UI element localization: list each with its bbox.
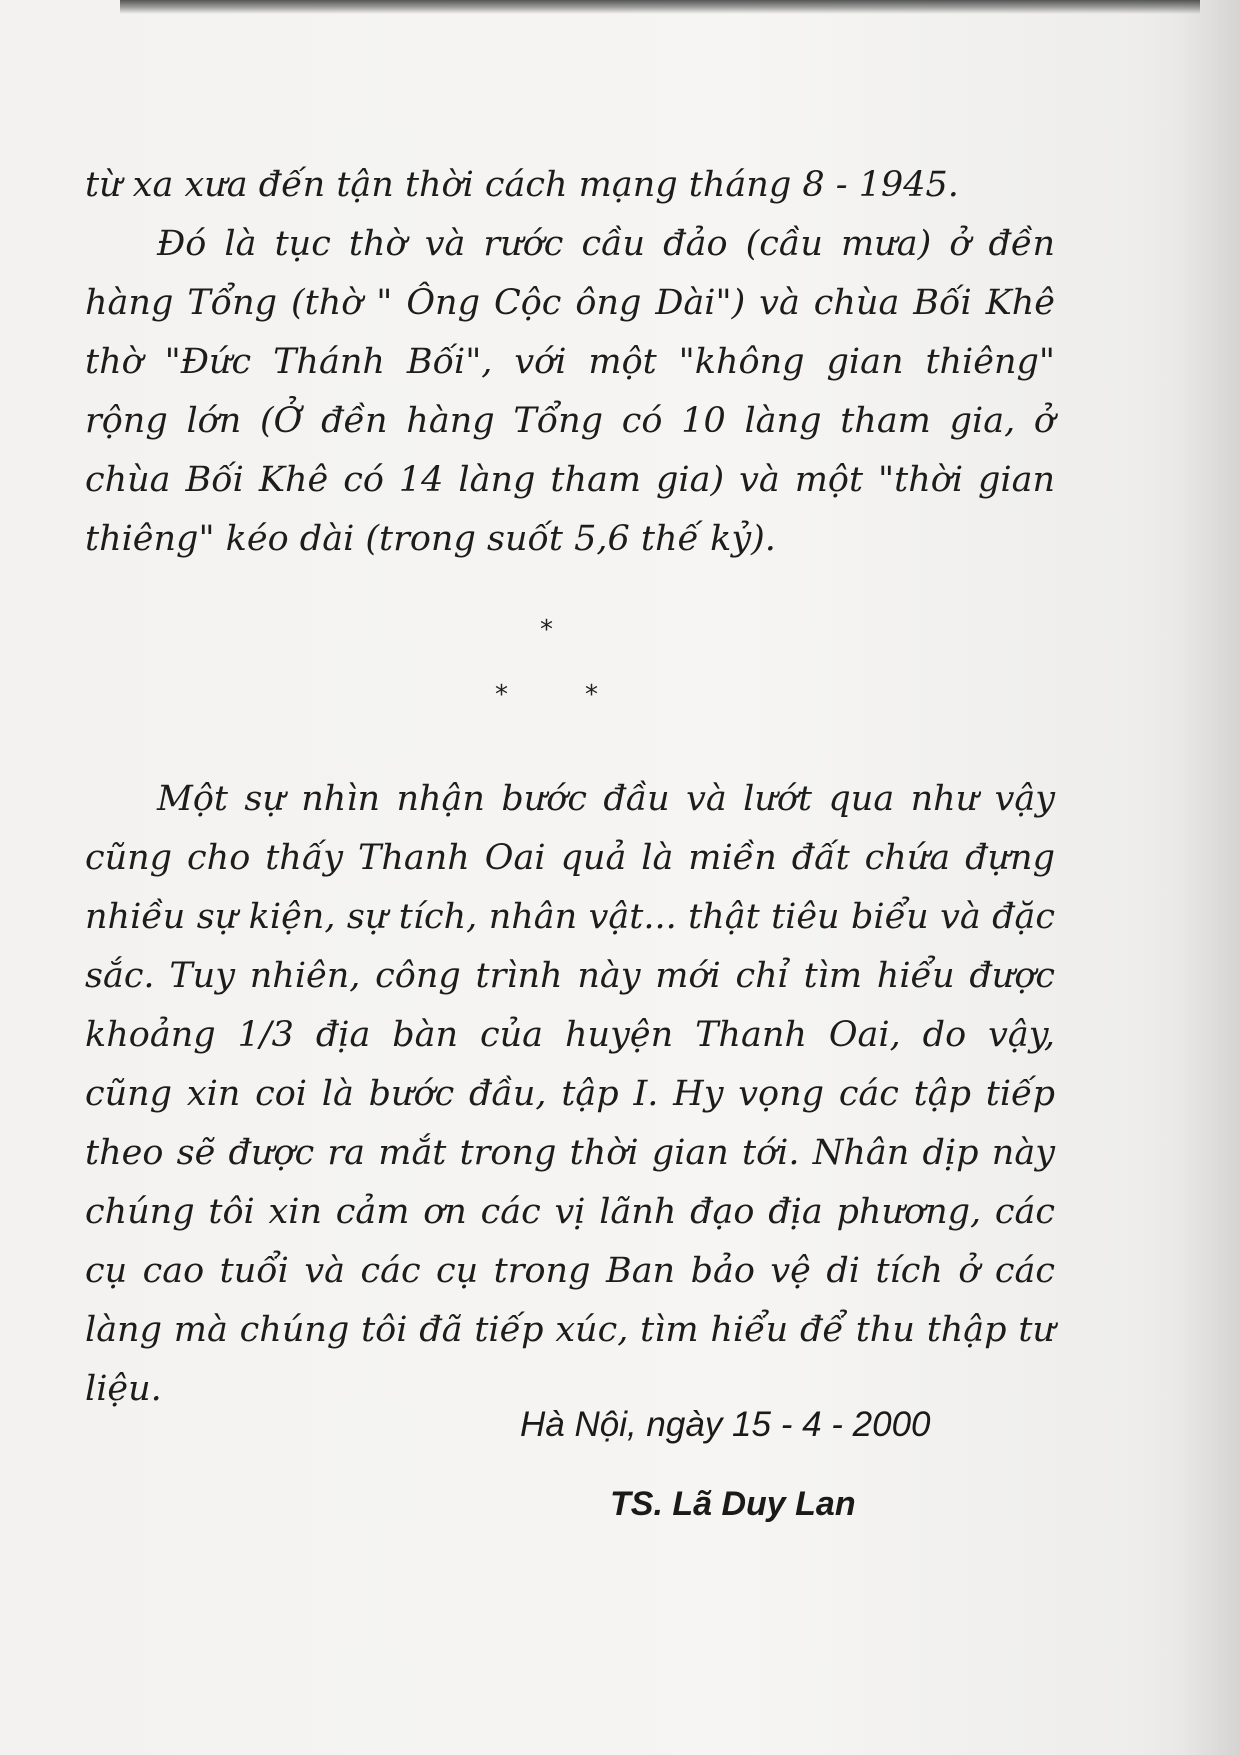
separator-star-left: *: [495, 680, 508, 710]
page-top-shadow: [120, 0, 1200, 14]
paragraph-acknowledgement: Một sự nhìn nhận bước đầu và lướt qua như vậy cũng cho thấy Thanh Oai quả là miền đất chứa đựng nhiều sự kiện, sự tích, nhân vật... thật tiêu biểu và đặc sắc. Tuy nhiên, công trình này mới chỉ tìm hiểu được khoảng 1/3 địa bàn của huyện Thanh Oai, do vậy, cũng xin coi là bước đầu, tập I. Hy vọng các tập tiếp theo sẽ được ra mắt trong thời gian tới. Nhân dịp này chúng tôi xin cảm ơn các vị lãnh đạo địa phương, các cụ cao tuổi và các cụ trong Ban bảo vệ di tích ở các làng mà chúng tôi đã tiếp xúc, tìm hiểu để thu thập tư liệu.: [85, 779, 1055, 1409]
paragraph-rain-ritual: Đó là tục thờ và rước cầu đảo (cầu mưa) ở đền hàng Tổng (thờ " Ông Cộc ông Dài") và chùa Bối Khê thờ "Đức Thánh Bối", với một "không gian thiêng" rộng lớn (Ở đền hàng Tổng có 10 làng tham gia, ở chùa Bối Khê có 14 làng tham gia) và một "thời gian thiêng" kéo dài (trong suốt 5,6 thế kỷ).: [85, 224, 1055, 559]
text-block-lower: [85, 770, 1055, 1419]
separator-star-top: *: [540, 615, 553, 645]
signature-date: Hà Nội, ngày 15 - 4 - 2000: [520, 1405, 931, 1444]
page-right-edge: [1180, 0, 1240, 1755]
signature-author: TS. Lã Duy Lan: [610, 1485, 856, 1523]
text-block-upper: [85, 156, 1055, 569]
paragraph-continuation: từ xa xưa đến tận thời cách mạng tháng 8 - 1945.: [85, 165, 959, 205]
separator-star-right: *: [585, 680, 598, 710]
